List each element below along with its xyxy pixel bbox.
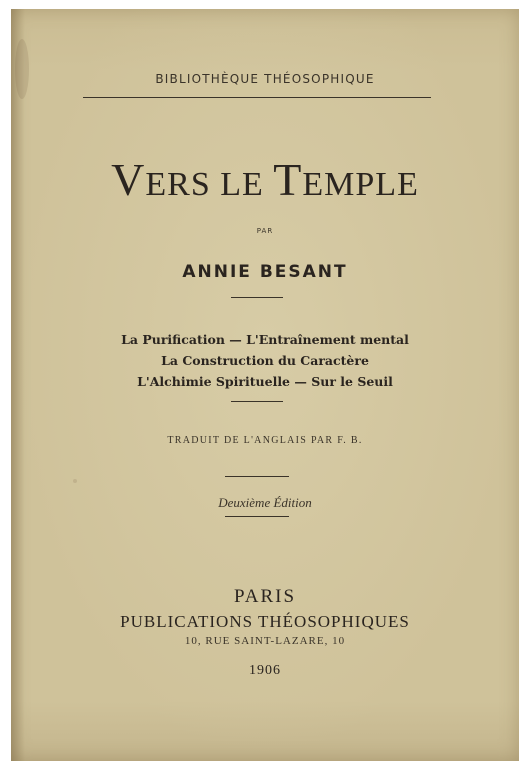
series-rule <box>83 97 431 98</box>
title-initial-1: V <box>111 154 146 205</box>
edition-rule-top <box>225 476 289 477</box>
publisher-city: PARIS <box>233 586 297 607</box>
title-part-2: EMPLE <box>302 166 419 203</box>
contents-line-2: La Construction du Caractère <box>161 353 369 368</box>
title-initial-2: T <box>273 154 303 205</box>
contents-line-1: La Purification — L'Entraînement mental <box>121 332 409 347</box>
ink-spot <box>73 479 77 483</box>
author-name: ANNIE BESANT <box>182 262 348 282</box>
edition-rule-bottom <box>225 516 289 517</box>
contents-rule <box>231 401 283 402</box>
contents-list <box>11 329 519 392</box>
contents-line-3: L'Alchimie Spirituelle — Sur le Seuil <box>137 374 393 389</box>
book-cover <box>11 9 519 761</box>
edition-label: Deuxième Édition <box>218 495 312 510</box>
wear-mark <box>15 39 29 99</box>
author-rule <box>231 297 283 298</box>
publisher-name: PUBLICATIONS THÉOSOPHIQUES <box>120 612 410 631</box>
series-name: BIBLIOTHÈQUE THÉOSOPHIQUE <box>155 72 375 86</box>
book-title <box>11 153 519 206</box>
by-label: PAR <box>256 227 274 235</box>
translator-note: TRADUIT DE L'ANGLAIS PAR F. B. <box>167 435 363 446</box>
publication-year: 1906 <box>249 663 281 678</box>
publisher-address: 10, RUE SAINT-LAZARE, 10 <box>184 635 346 647</box>
title-part-1: ERS LE <box>145 166 274 203</box>
